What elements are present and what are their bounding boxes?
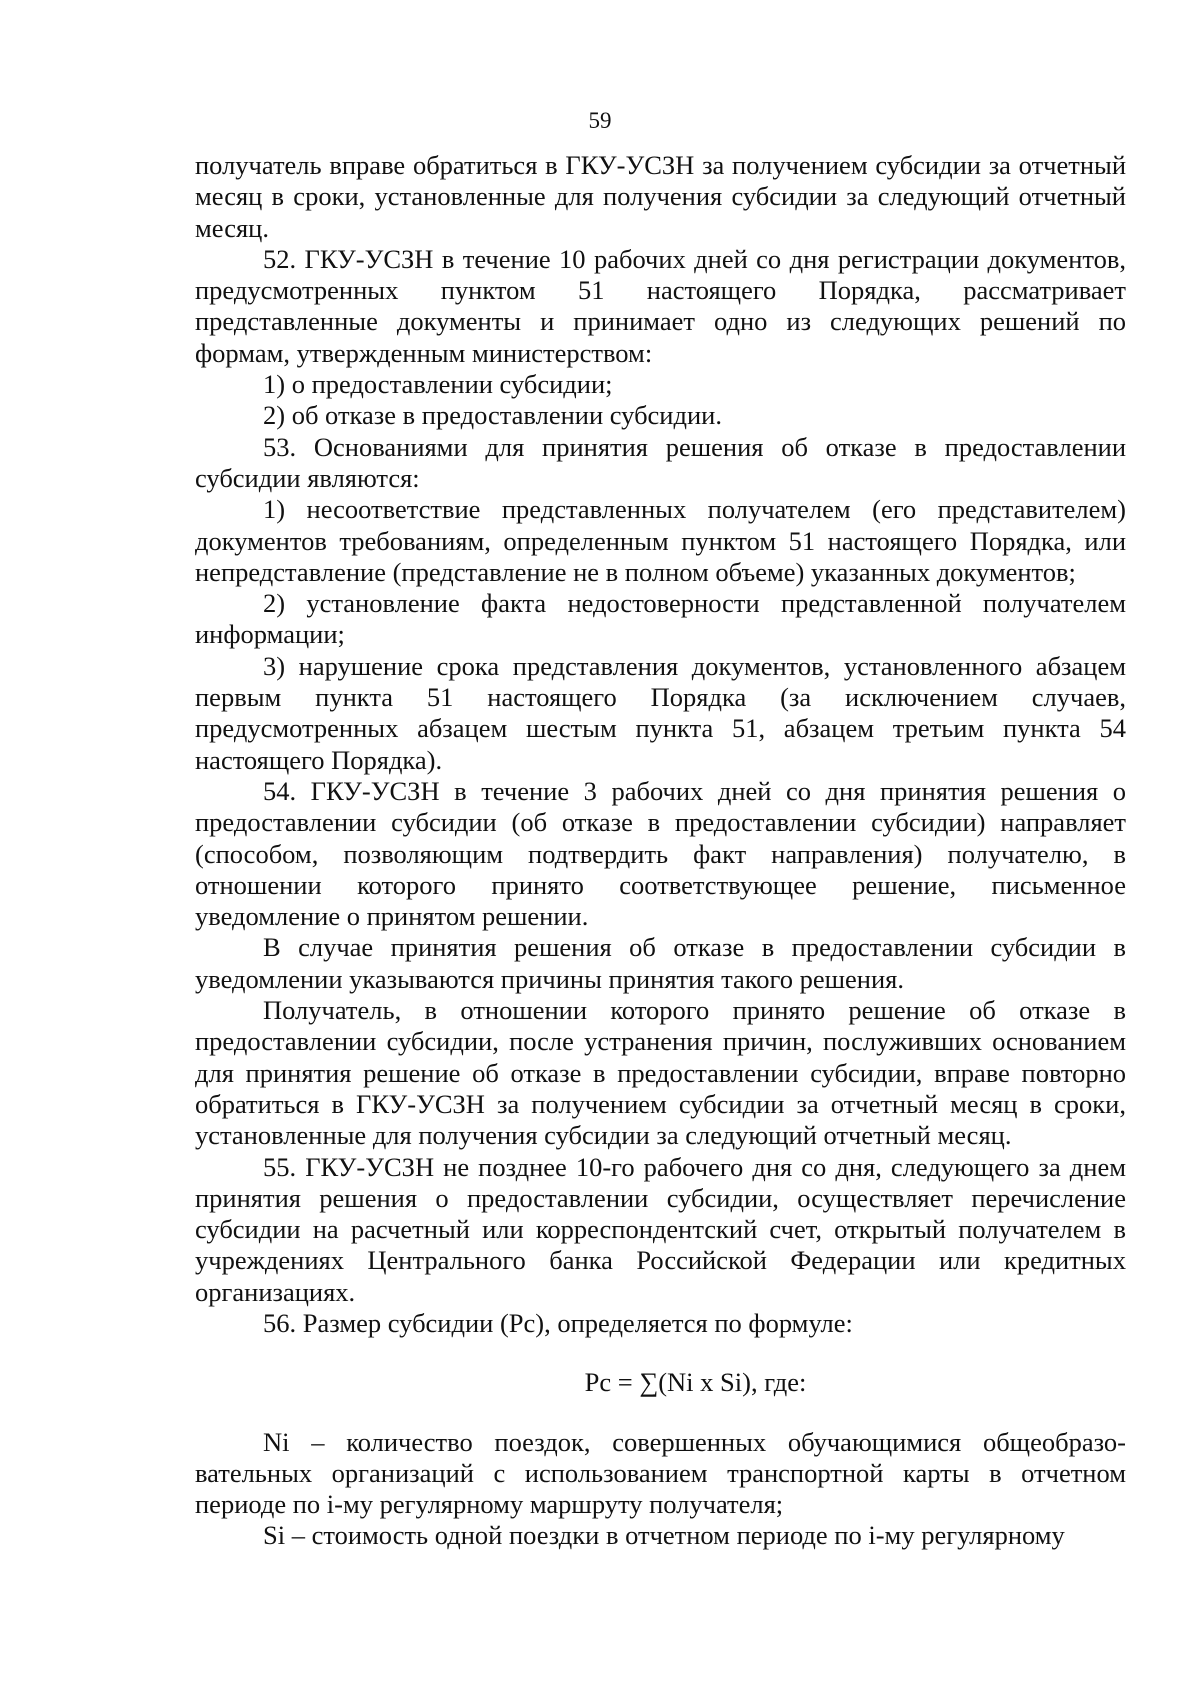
paragraph-continuation: получатель вправе обратиться в ГКУ-УСЗН за получением субсидии за отчетный месяц в сроки, установленные для получения субсидии за следующий отчетный месяц. xyxy=(195,150,1126,243)
list-item-52-1: 1) о предоставлении субсидии; xyxy=(263,369,613,400)
document-body xyxy=(195,150,1126,1552)
paragraph-54-reapply: Получатель, в отношении которого принято решение об отказе в предоставлении субсидии, после устранения причин, послуживших основанием для принятия решение об отказе в предоставлении субсидии, вправе повторно обратиться в ГКУ-УСЗН за получением субсидии за отчетный месяц в сроки, установленные для получения субсидии за следующий отчетный месяц. xyxy=(195,995,1126,1151)
page-number: 59 xyxy=(588,108,612,133)
paragraph-54: 54. ГКУ-УСЗН в течение 3 рабочих дней со дня принятия решения о предоставлении субсидии (об отказе в предоставлении субсидии) направляет (способом, позволяющим подтвердить факт направления) получателю, в отношении которого принято соответствующее решение, письменное уведомление о принятом решении. xyxy=(195,775,1126,932)
formula-definition-si: Si – стоимость одной поездки в отчетном периоде по i-му регулярному xyxy=(263,1520,1065,1551)
list-item-53-2: 2) установление факта недостоверности представленной получателем информации; xyxy=(195,588,1126,650)
list-item-52-2: 2) об отказе в предоставлении субсидии. xyxy=(263,400,722,431)
paragraph-55: 55. ГКУ-УСЗН не позднее 10-го рабочего дня со дня, следующего за днем принятия решения о предоставлении субсидии, осуществляет перечисление субсидии на расчетный или корреспондентский счет, открытый получателем в учреждениях Центрального банка Российской Федерации или кредитных организациях. xyxy=(195,1151,1126,1307)
subsidy-formula: Рс = ∑(Ni x Si), где: xyxy=(584,1367,807,1398)
list-item-53-3: 3) нарушение срока представления документов, установленного абзацем первым пункта 51 настоящего Порядка (за исключением случаев, предусмотренных абзацем шестым пункта 51, абзацем третьим пункта 54 настоящего Порядка). xyxy=(195,650,1126,775)
paragraph-53: 53. Основаниями для принятия решения об отказе в предоставлении субсидии являются: xyxy=(195,431,1126,493)
paragraph-52: 52. ГКУ-УСЗН в течение 10 рабочих дней со дня регистрации документов, предусмотренных пунктом 51 настоящего Порядка, рассматривает представленные документы и принимает одно из следующих решений по формам, утвержденным министерством: xyxy=(195,243,1126,368)
list-item-53-1: 1) несоответствие представленных получателем (его представителем) документов требованиям, определенным пунктом 51 настоящего Порядка, или непредставление (представление не в полном объеме) указанных документов; xyxy=(195,494,1126,587)
formula-definition-ni: Ni – количество поездок, совершенных обучающимися общеобразовательных организаций с использованием транспортной карты в отчетном периоде по i-му регулярному маршруту получателя; xyxy=(195,1426,1126,1520)
paragraph-56: 56. Размер субсидии (Рс), определяется по формуле: xyxy=(263,1307,853,1338)
paragraph-54-refusal-reasons: В случае принятия решения об отказе в предоставлении субсидии в уведомлении указываются причины принятия такого решения. xyxy=(195,932,1126,994)
